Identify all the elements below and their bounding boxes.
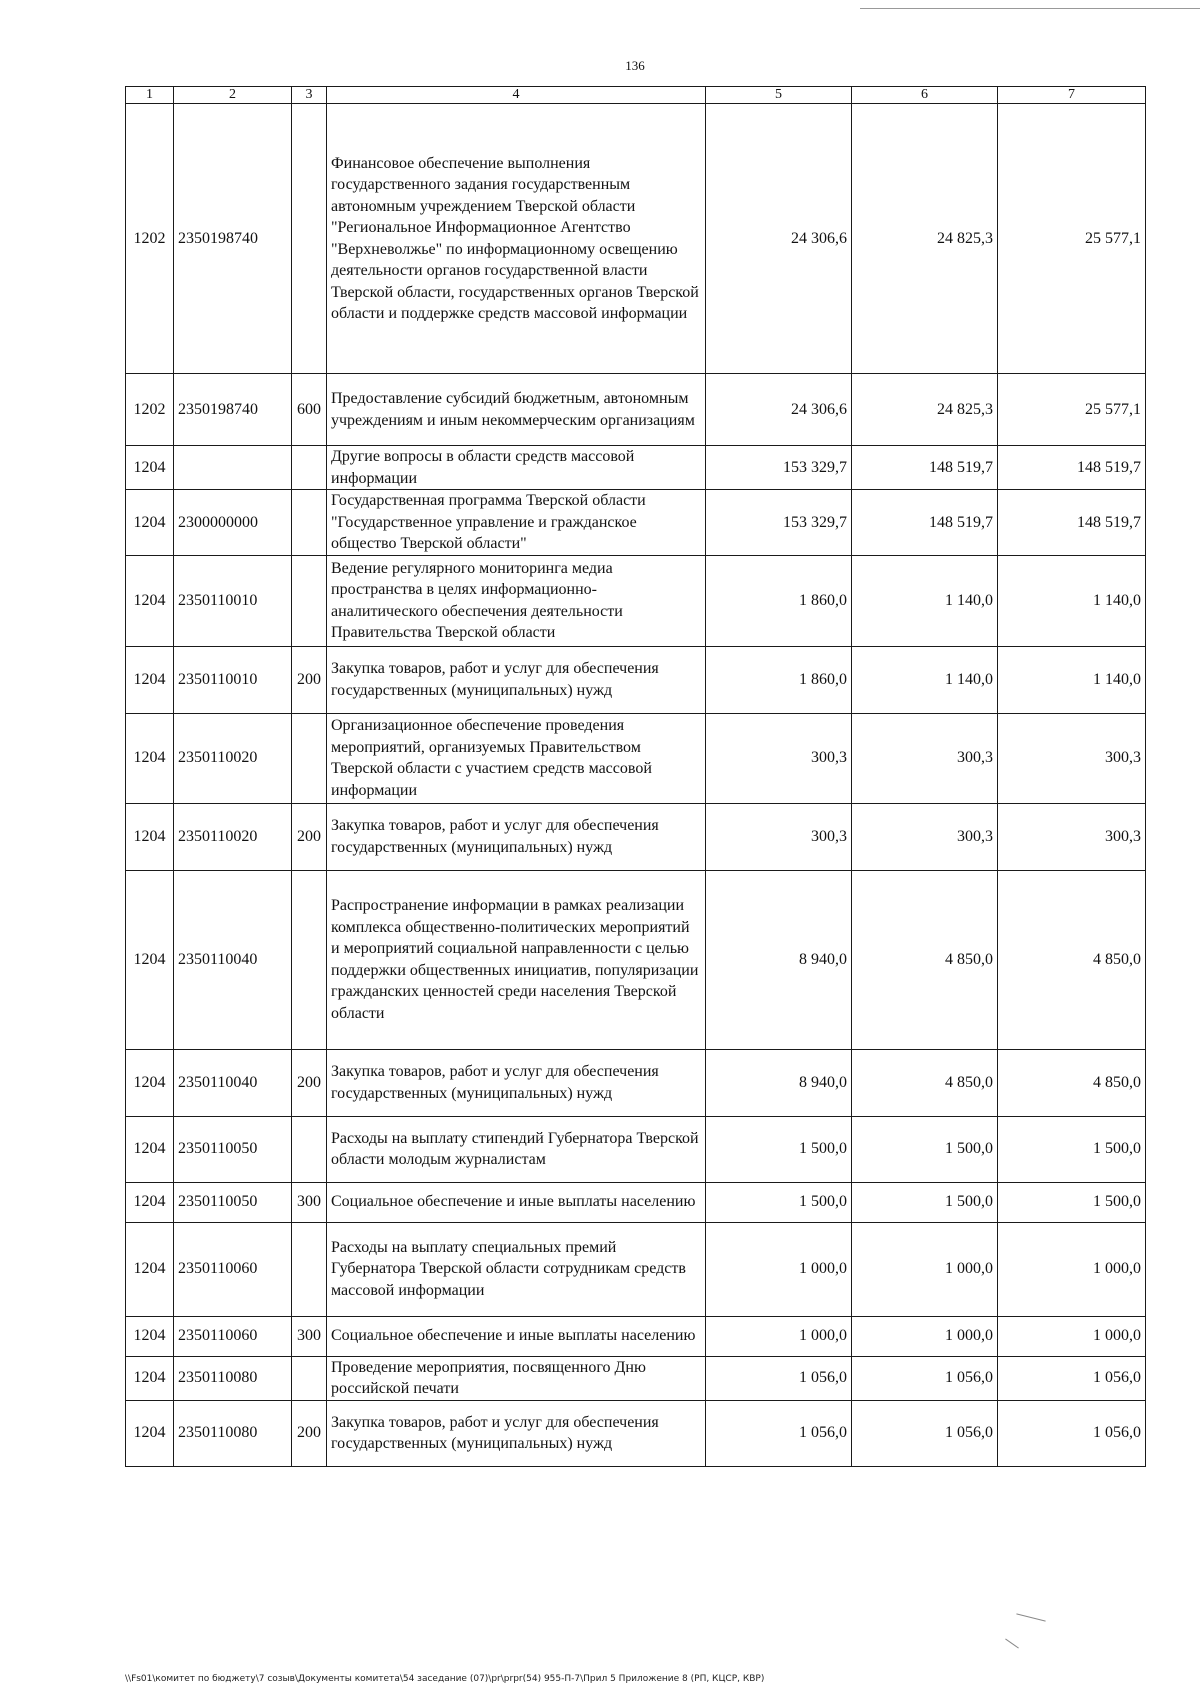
column-header: 6 [852,87,998,104]
page-number: 136 [625,58,645,73]
row-amount-year3: 1 056,0 [998,1356,1146,1400]
column-header: 2 [174,87,292,104]
row-target-code: 2300000000 [174,490,292,556]
row-description: Другие вопросы в области средств массовой информации [327,446,706,490]
row-section-code: 1204 [126,446,174,490]
column-header: 3 [292,87,327,104]
row-section-code: 1204 [126,1222,174,1316]
row-amount-year3: 300,3 [998,803,1146,870]
row-amount-year1: 8 940,0 [706,870,852,1049]
row-description: Закупка товаров, работ и услуг для обеспечения государственных (муниципальных) нужд [327,803,706,870]
row-section-code: 1202 [126,374,174,446]
row-amount-year2: 1 000,0 [852,1316,998,1356]
row-target-code: 2350110020 [174,713,292,803]
row-description: Финансовое обеспечение выполнения государственного задания государственным автономным учреждением Тверской области "Региональное Информационное Агентство "Верхневолжье" по информационному освещению деятельности органов государственной власти Тверской области, государственных органов Тверской области и поддержке средств массовой информации [327,104,706,374]
row-section-code: 1204 [126,803,174,870]
row-amount-year2: 1 500,0 [852,1116,998,1182]
table-row [126,1222,1146,1316]
row-amount-year2: 1 500,0 [852,1182,998,1222]
budget-table [125,86,1146,1467]
scan-artifact [1005,1639,1019,1649]
row-target-code: 2350110040 [174,870,292,1049]
row-amount-year2: 300,3 [852,803,998,870]
row-expense-type [292,446,327,490]
row-section-code: 1204 [126,646,174,713]
table-row [126,803,1146,870]
row-expense-type [292,713,327,803]
table-row [126,646,1146,713]
row-amount-year1: 1 860,0 [706,646,852,713]
row-expense-type: 200 [292,1400,327,1466]
row-section-code: 1204 [126,1356,174,1400]
row-amount-year1: 1 000,0 [706,1222,852,1316]
row-expense-type [292,104,327,374]
row-target-code: 2350110010 [174,646,292,713]
row-amount-year2: 24 825,3 [852,374,998,446]
table-row [126,1049,1146,1116]
row-amount-year2: 4 850,0 [852,1049,998,1116]
row-expense-type: 200 [292,803,327,870]
column-header: 4 [327,87,706,104]
row-description: Закупка товаров, работ и услуг для обеспечения государственных (муниципальных) нужд [327,1049,706,1116]
row-section-code: 1204 [126,555,174,646]
row-amount-year3: 4 850,0 [998,1049,1146,1116]
table-row [126,1400,1146,1466]
row-amount-year1: 153 329,7 [706,446,852,490]
scan-artifact [1016,1613,1045,1621]
row-amount-year3: 25 577,1 [998,374,1146,446]
row-amount-year1: 24 306,6 [706,374,852,446]
row-amount-year3: 25 577,1 [998,104,1146,374]
table-row [126,446,1146,490]
table-row [126,713,1146,803]
row-amount-year3: 1 000,0 [998,1222,1146,1316]
row-amount-year3: 4 850,0 [998,870,1146,1049]
row-amount-year1: 300,3 [706,713,852,803]
row-amount-year3: 1 000,0 [998,1316,1146,1356]
row-amount-year1: 8 940,0 [706,1049,852,1116]
row-amount-year3: 148 519,7 [998,490,1146,556]
row-target-code: 2350110010 [174,555,292,646]
row-expense-type: 600 [292,374,327,446]
row-target-code: 2350110060 [174,1222,292,1316]
table-row [126,490,1146,556]
row-target-code: 2350110050 [174,1182,292,1222]
row-target-code [174,446,292,490]
row-expense-type [292,1222,327,1316]
table-row [126,1316,1146,1356]
row-amount-year3: 1 500,0 [998,1116,1146,1182]
row-expense-type [292,490,327,556]
row-description: Социальное обеспечение и иные выплаты населению [327,1182,706,1222]
row-expense-type: 200 [292,646,327,713]
row-section-code: 1204 [126,1182,174,1222]
footer-file-path: \\Fs01\комитет по бюджету\7 созыв\Документы комитета\54 заседание (07)\pr\prpr(54) 955-П-7\Прил 5 Приложение 8 (РП, КЦСР, КВР) [125,1674,765,1684]
row-amount-year2: 1 140,0 [852,555,998,646]
row-section-code: 1204 [126,1400,174,1466]
row-amount-year3: 1 140,0 [998,555,1146,646]
row-expense-type [292,1356,327,1400]
row-description: Закупка товаров, работ и услуг для обеспечения государственных (муниципальных) нужд [327,646,706,713]
row-amount-year2: 24 825,3 [852,104,998,374]
row-section-code: 1204 [126,1316,174,1356]
table-row [126,1356,1146,1400]
row-amount-year2: 148 519,7 [852,490,998,556]
row-section-code: 1204 [126,870,174,1049]
row-description: Ведение регулярного мониторинга медиа пространства в целях информационно-аналитического обеспечения деятельности Правительства Тверской области [327,555,706,646]
row-amount-year3: 1 140,0 [998,646,1146,713]
table-row [126,1182,1146,1222]
row-description: Социальное обеспечение и иные выплаты населению [327,1316,706,1356]
row-target-code: 2350110080 [174,1356,292,1400]
row-amount-year2: 4 850,0 [852,870,998,1049]
row-section-code: 1204 [126,490,174,556]
row-description: Проведение мероприятия, посвященного Дню российской печати [327,1356,706,1400]
row-amount-year1: 1 056,0 [706,1356,852,1400]
row-description: Закупка товаров, работ и услуг для обеспечения государственных (муниципальных) нужд [327,1400,706,1466]
table-body [126,104,1146,1467]
row-description: Расходы на выплату стипендий Губернатора Тверской области молодым журналистам [327,1116,706,1182]
row-amount-year1: 1 860,0 [706,555,852,646]
header-row [126,87,1146,104]
row-target-code: 2350110060 [174,1316,292,1356]
row-amount-year2: 1 056,0 [852,1356,998,1400]
table-row [126,104,1146,374]
row-amount-year1: 1 000,0 [706,1316,852,1356]
top-edge-line [860,8,1200,9]
row-expense-type [292,870,327,1049]
table-row [126,555,1146,646]
row-amount-year1: 24 306,6 [706,104,852,374]
row-amount-year3: 1 056,0 [998,1400,1146,1466]
row-description: Расходы на выплату специальных премий Губернатора Тверской области сотрудникам средств массовой информации [327,1222,706,1316]
row-target-code: 2350110040 [174,1049,292,1116]
row-target-code: 2350110080 [174,1400,292,1466]
row-amount-year3: 1 500,0 [998,1182,1146,1222]
table-row [126,374,1146,446]
row-target-code: 2350198740 [174,104,292,374]
row-expense-type [292,1116,327,1182]
row-amount-year1: 1 500,0 [706,1116,852,1182]
row-amount-year2: 1 140,0 [852,646,998,713]
row-amount-year3: 148 519,7 [998,446,1146,490]
row-target-code: 2350110050 [174,1116,292,1182]
row-target-code: 2350198740 [174,374,292,446]
row-section-code: 1204 [126,1049,174,1116]
table-row [126,1116,1146,1182]
column-header: 7 [998,87,1146,104]
table-row [126,870,1146,1049]
row-expense-type: 300 [292,1316,327,1356]
row-section-code: 1204 [126,1116,174,1182]
row-description: Предоставление субсидий бюджетным, автономным учреждениям и иным некоммерческим организациям [327,374,706,446]
row-expense-type: 200 [292,1049,327,1116]
row-section-code: 1202 [126,104,174,374]
row-target-code: 2350110020 [174,803,292,870]
row-amount-year2: 1 000,0 [852,1222,998,1316]
row-expense-type [292,555,327,646]
row-amount-year1: 300,3 [706,803,852,870]
row-description: Организационное обеспечение проведения мероприятий, организуемых Правительством Тверской области с участием средств массовой информации [327,713,706,803]
row-amount-year3: 300,3 [998,713,1146,803]
column-header: 1 [126,87,174,104]
row-amount-year1: 1 056,0 [706,1400,852,1466]
row-amount-year2: 300,3 [852,713,998,803]
row-description: Распространение информации в рамках реализации комплекса общественно-политических мероприятий и мероприятий социальной направленности с целью поддержки общественных инициатив, популяризации гражданских ценностей среди населения Тверской области [327,870,706,1049]
row-section-code: 1204 [126,713,174,803]
row-amount-year1: 1 500,0 [706,1182,852,1222]
row-amount-year1: 153 329,7 [706,490,852,556]
column-header: 5 [706,87,852,104]
row-amount-year2: 1 056,0 [852,1400,998,1466]
row-description: Государственная программа Тверской области "Государственное управление и гражданское общество Тверской области" [327,490,706,556]
row-amount-year2: 148 519,7 [852,446,998,490]
row-expense-type: 300 [292,1182,327,1222]
